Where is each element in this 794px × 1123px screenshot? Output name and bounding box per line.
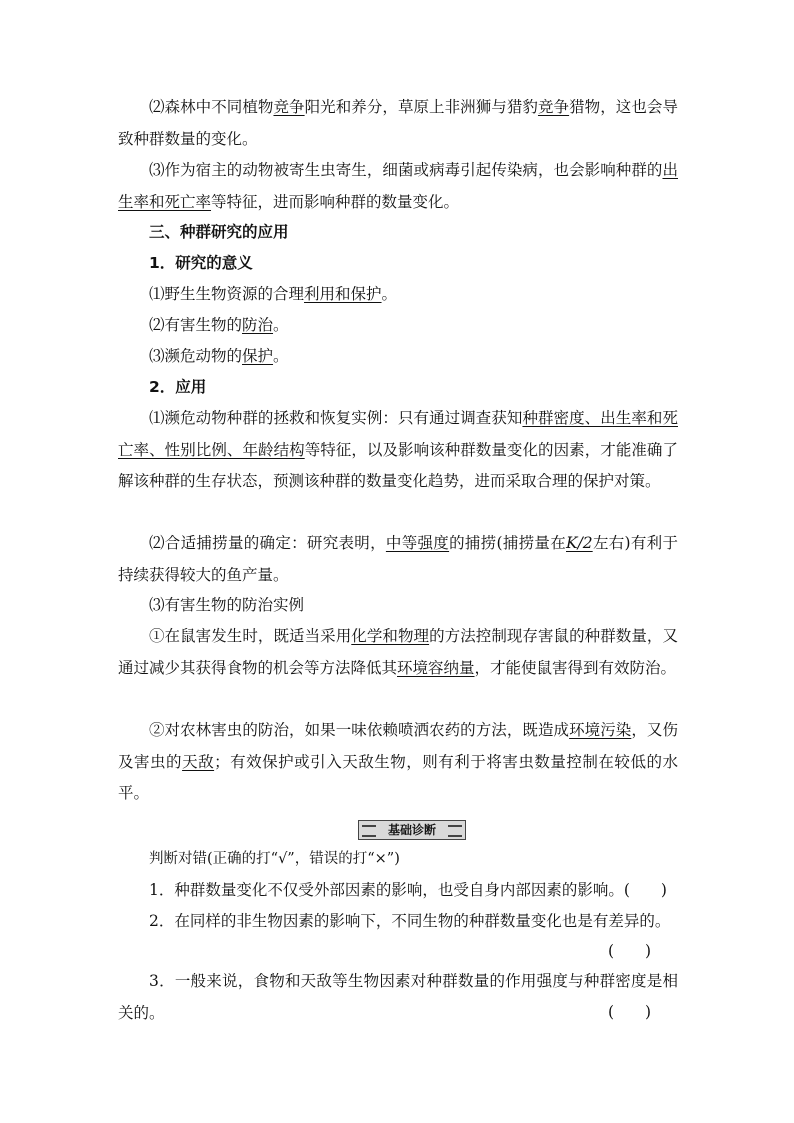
- subheading-significance: 1．研究的意义: [149, 254, 253, 272]
- paragraph-fishing-quota: ⑵合适捕捞量的确定：研究表明，中等强度的捕捞(捕捞量在K/2左右)有利于持续获得较大的鱼产量。: [118, 534, 678, 584]
- item-pest-control: ⑵有害生物的防治。: [149, 316, 289, 334]
- paragraph-endangered-rescue: ⑴濒危动物种群的拯救和恢复实例：只有通过调查获知种群密度、出生率和死亡率、性别比例、年龄结构等特征，以及影响该种群数量变化的因素，才能准确了解该种群的生存状态，预测该种群的数量变化趋势，进而采取合理的保护对策。: [118, 409, 678, 490]
- subheading-application: 2．应用: [149, 378, 207, 396]
- quiz-instructions: 判断对错(正确的打“√”，错误的打“×”): [149, 851, 400, 867]
- section-heading: 三、种群研究的应用: [149, 223, 289, 241]
- item-pest-examples: ⑶有害生物的防治实例: [149, 596, 305, 614]
- quiz-question-2: 2．在同样的非生物因素的影响下，不同生物的种群数量变化也是有差异的。: [149, 912, 671, 930]
- item-endangered-protection: ⑶濒危动物的保护。: [149, 347, 289, 365]
- item-wildlife-resources: ⑴野生生物资源的合理利用和保护。: [149, 285, 398, 303]
- paragraph-competition: ⑵森林中不同植物竞争阳光和养分，草原上非洲狮与猎豹竞争猎物，这也会导致种群数量的变化。: [118, 98, 678, 148]
- answer-blank-2[interactable]: ( ): [608, 942, 652, 960]
- quiz-question-1: 1．种群数量变化不仅受外部因素的影响，也受自身内部因素的影响。( ): [149, 881, 667, 899]
- quiz-question-3: 3．一般来说，食物和天敌等生物因素对种群数量的作用强度与种群密度是相关的。: [118, 972, 678, 1022]
- paragraph-rodent-control: ①在鼠害发生时，既适当采用化学和物理的方法控制现存害鼠的种群数量，又通过减少其获得食物的机会等方法降低其环境容纳量，才能使鼠害得到有效防治。: [118, 627, 678, 677]
- section-badge: 基础诊断: [358, 820, 466, 840]
- paragraph-parasitism: ⑶作为宿主的动物被寄生虫寄生，细菌或病毒引起传染病，也会影响种群的出生率和死亡率等特征，进而影响种群的数量变化。: [118, 161, 678, 211]
- paragraph-insect-control: ②对农林害虫的防治，如果一味依赖喷洒农药的方法，既造成环境污染，又伤及害虫的天敌；有效保护或引入天敌生物，则有利于将害虫数量控制在较低的水平。: [118, 721, 678, 802]
- answer-blank-3[interactable]: ( ): [608, 1003, 652, 1021]
